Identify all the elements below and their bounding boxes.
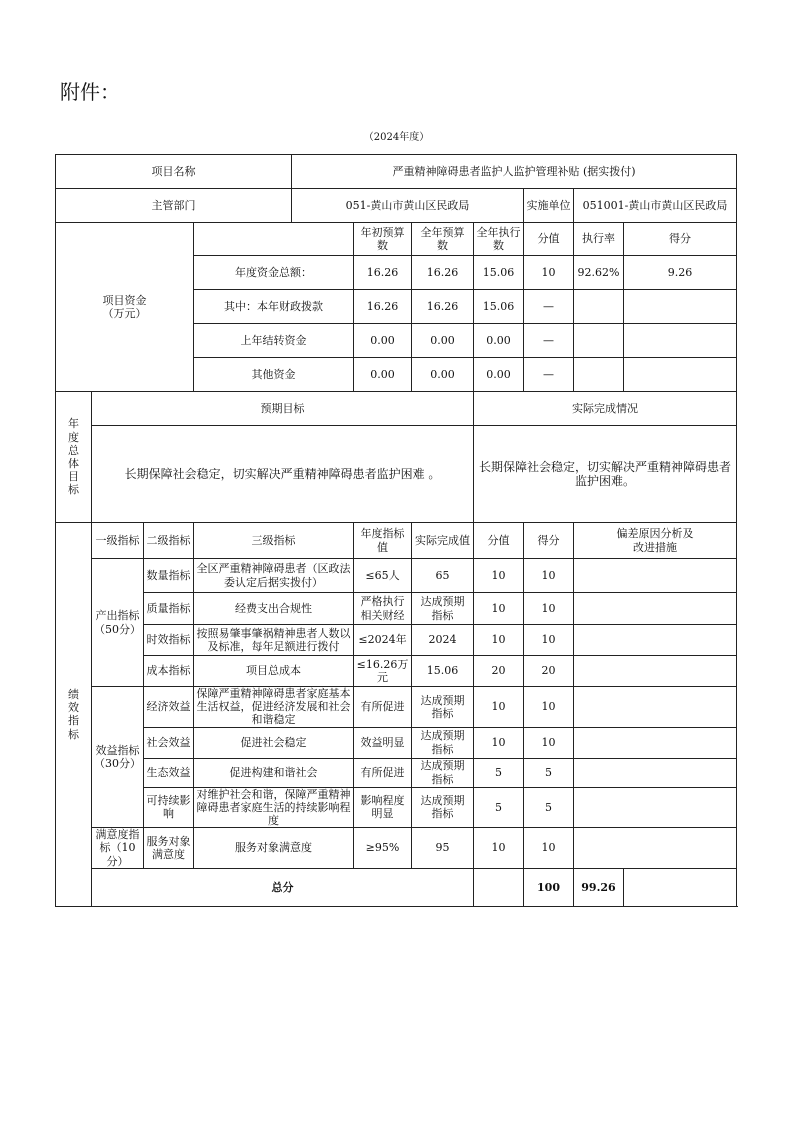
table-row — [56, 559, 737, 593]
funds-row-label: 其他资金 — [194, 358, 354, 392]
total-value: 100 — [524, 868, 574, 906]
deviation-note — [574, 593, 737, 625]
target-value: ≤2024年 — [354, 625, 412, 656]
level1-satisfaction: 满意度指 标（10分） — [92, 828, 144, 869]
target-value: 有所促进 — [354, 687, 412, 728]
funds-initial: 0.00 — [354, 324, 412, 358]
funds-executed: 0.00 — [474, 324, 524, 358]
funds-rate — [574, 324, 624, 358]
score: 10 — [524, 727, 574, 758]
dept-value: 051-黄山市黄山区民政局 — [292, 189, 524, 223]
level2-indicator: 经济效益 — [144, 687, 194, 728]
perf-header-score: 得分 — [524, 523, 574, 559]
total-blank — [474, 868, 524, 906]
funds-score-value: — — [524, 358, 574, 392]
funds-row-label: 其中：本年财政拨款 — [194, 290, 354, 324]
score: 10 — [524, 559, 574, 593]
level2-indicator: 生态效益 — [144, 758, 194, 787]
level3-indicator: 促进社会稳定 — [194, 727, 354, 758]
score: 5 — [524, 787, 574, 828]
level2-indicator: 服务对象 满意度 — [144, 828, 194, 869]
level1-benefit: 效益指标 （30分） — [92, 687, 144, 828]
funds-row-label: 上年结转资金 — [194, 324, 354, 358]
deviation-note — [574, 625, 737, 656]
score-value: 10 — [474, 625, 524, 656]
funds-score — [624, 324, 737, 358]
funds-annual: 0.00 — [412, 358, 474, 392]
total-note — [624, 868, 737, 906]
target-value: 影响程度 明显 — [354, 787, 412, 828]
level2-indicator: 质量指标 — [144, 593, 194, 625]
impl-unit-label: 实施单位 — [524, 189, 574, 223]
target-value: 有所促进 — [354, 758, 412, 787]
funds-executed: 15.06 — [474, 290, 524, 324]
perf-header-target: 年度指标 值 — [354, 523, 412, 559]
perf-header-value: 分值 — [474, 523, 524, 559]
perf-header-actual: 实际完成值 — [412, 523, 474, 559]
expected-goal-text: 长期保障社会稳定，切实解决严重精神障碍患者监护困难 。 — [92, 426, 474, 523]
score: 20 — [524, 656, 574, 687]
score: 10 — [524, 687, 574, 728]
level3-indicator: 保障严重精神障碍患者家庭基本生活权益，促进经济发展和社会和谐稳定 — [194, 687, 354, 728]
funds-rate: 92.62% — [574, 256, 624, 290]
performance-evaluation-table — [55, 154, 737, 907]
project-name-label: 项目名称 — [56, 155, 292, 189]
target-value: ≤16.26万 元 — [354, 656, 412, 687]
level2-indicator: 可持续影 响 — [144, 787, 194, 828]
funds-col-executed: 全年执行 数 — [474, 223, 524, 256]
funds-executed: 15.06 — [474, 256, 524, 290]
expected-goal-header: 预期目标 — [92, 392, 474, 426]
level3-indicator: 促进构建和谐社会 — [194, 758, 354, 787]
table-row — [56, 787, 737, 828]
actual-value: 达成预期 指标 — [412, 787, 474, 828]
table-row — [56, 828, 737, 869]
funds-header-blank — [194, 223, 354, 256]
level2-indicator: 成本指标 — [144, 656, 194, 687]
project-name-value: 严重精神障碍患者监护人监护管理补贴 (据实拨付) — [292, 155, 737, 189]
target-value: 效益明显 — [354, 727, 412, 758]
report-year: （2024年度） — [363, 132, 430, 143]
score: 5 — [524, 758, 574, 787]
actual-completion-header: 实际完成情况 — [474, 392, 737, 426]
impl-unit-value: 051001-黄山市黄山区民政局 — [574, 189, 737, 223]
score-value: 20 — [474, 656, 524, 687]
funds-score-value: — — [524, 324, 574, 358]
funds-col-score: 得分 — [624, 223, 737, 256]
funds-row-label: 年度资金总额： — [194, 256, 354, 290]
total-score: 99.26 — [574, 868, 624, 906]
funds-rate — [574, 358, 624, 392]
actual-value: 达成预期 指标 — [412, 727, 474, 758]
funds-initial: 16.26 — [354, 256, 412, 290]
table-row — [56, 727, 737, 758]
level3-indicator: 全区严重精神障碍患者（区政法委认定后据实拨付） — [194, 559, 354, 593]
perf-header-deviation: 偏差原因分析及 改进措施 — [574, 523, 737, 559]
actual-value: 达成预期 指标 — [412, 593, 474, 625]
actual-completion-text: 长期保障社会稳定，切实解决严重精神障碍患者监护困难。 — [474, 426, 737, 523]
level3-indicator: 项目总成本 — [194, 656, 354, 687]
level1-output: 产出指标 （50分） — [92, 559, 144, 687]
score: 10 — [524, 593, 574, 625]
funds-annual: 0.00 — [412, 324, 474, 358]
annual-goal-label: 年 度 总 体 目 标 — [56, 392, 92, 523]
table-row — [56, 758, 737, 787]
target-value: ≤65人 — [354, 559, 412, 593]
score: 10 — [524, 625, 574, 656]
perf-header-level1: 一级指标 — [92, 523, 144, 559]
table-row — [56, 687, 737, 728]
perf-header-level2: 二级指标 — [144, 523, 194, 559]
actual-value: 95 — [412, 828, 474, 869]
score: 10 — [524, 828, 574, 869]
score-value: 5 — [474, 787, 524, 828]
funds-score — [624, 290, 737, 324]
total-row — [56, 868, 737, 906]
total-label: 总分 — [92, 868, 474, 906]
funds-executed: 0.00 — [474, 358, 524, 392]
funds-initial: 0.00 — [354, 358, 412, 392]
funds-annual: 16.26 — [412, 256, 474, 290]
funds-rate — [574, 290, 624, 324]
performance-label: 绩 效 指 标 — [56, 523, 92, 907]
level2-indicator: 社会效益 — [144, 727, 194, 758]
level3-indicator: 对维护社会和谐，保障严重精神障碍患者家庭生活的持续影响程度 — [194, 787, 354, 828]
funds-col-annual: 全年预算 数 — [412, 223, 474, 256]
actual-value: 65 — [412, 559, 474, 593]
actual-value: 15.06 — [412, 656, 474, 687]
funds-annual: 16.26 — [412, 290, 474, 324]
funds-col-rate: 执行率 — [574, 223, 624, 256]
level2-indicator: 时效指标 — [144, 625, 194, 656]
deviation-note — [574, 559, 737, 593]
perf-header-level3: 三级指标 — [194, 523, 354, 559]
funds-score-value: — — [524, 290, 574, 324]
funds-col-initial: 年初预算 数 — [354, 223, 412, 256]
score-value: 10 — [474, 727, 524, 758]
table-row — [56, 625, 737, 656]
score-value: 10 — [474, 687, 524, 728]
funds-score-value: 10 — [524, 256, 574, 290]
deviation-note — [574, 828, 737, 869]
table-row — [56, 593, 737, 625]
funds-score — [624, 358, 737, 392]
table-row — [56, 656, 737, 687]
deviation-note — [574, 758, 737, 787]
deviation-note — [574, 687, 737, 728]
target-value: ≥95% — [354, 828, 412, 869]
level2-indicator: 数量指标 — [144, 559, 194, 593]
actual-value: 达成预期 指标 — [412, 758, 474, 787]
score-value: 5 — [474, 758, 524, 787]
target-value: 严格执行 相关财经 — [354, 593, 412, 625]
funds-col-score-value: 分值 — [524, 223, 574, 256]
deviation-note — [574, 787, 737, 828]
level3-indicator: 经费支出合规性 — [194, 593, 354, 625]
deviation-note — [574, 656, 737, 687]
deviation-note — [574, 727, 737, 758]
dept-label: 主管部门 — [56, 189, 292, 223]
actual-value: 2024 — [412, 625, 474, 656]
level3-indicator: 按照易肇事肇祸精神患者人数以及标准，每年足额进行拨付 — [194, 625, 354, 656]
attachment-label: 附件： — [60, 80, 120, 104]
score-value: 10 — [474, 559, 524, 593]
score-value: 10 — [474, 593, 524, 625]
funds-label: 项目资金 （万元） — [56, 223, 194, 392]
funds-initial: 16.26 — [354, 290, 412, 324]
score-value: 10 — [474, 828, 524, 869]
funds-score: 9.26 — [624, 256, 737, 290]
level3-indicator: 服务对象满意度 — [194, 828, 354, 869]
actual-value: 达成预期 指标 — [412, 687, 474, 728]
